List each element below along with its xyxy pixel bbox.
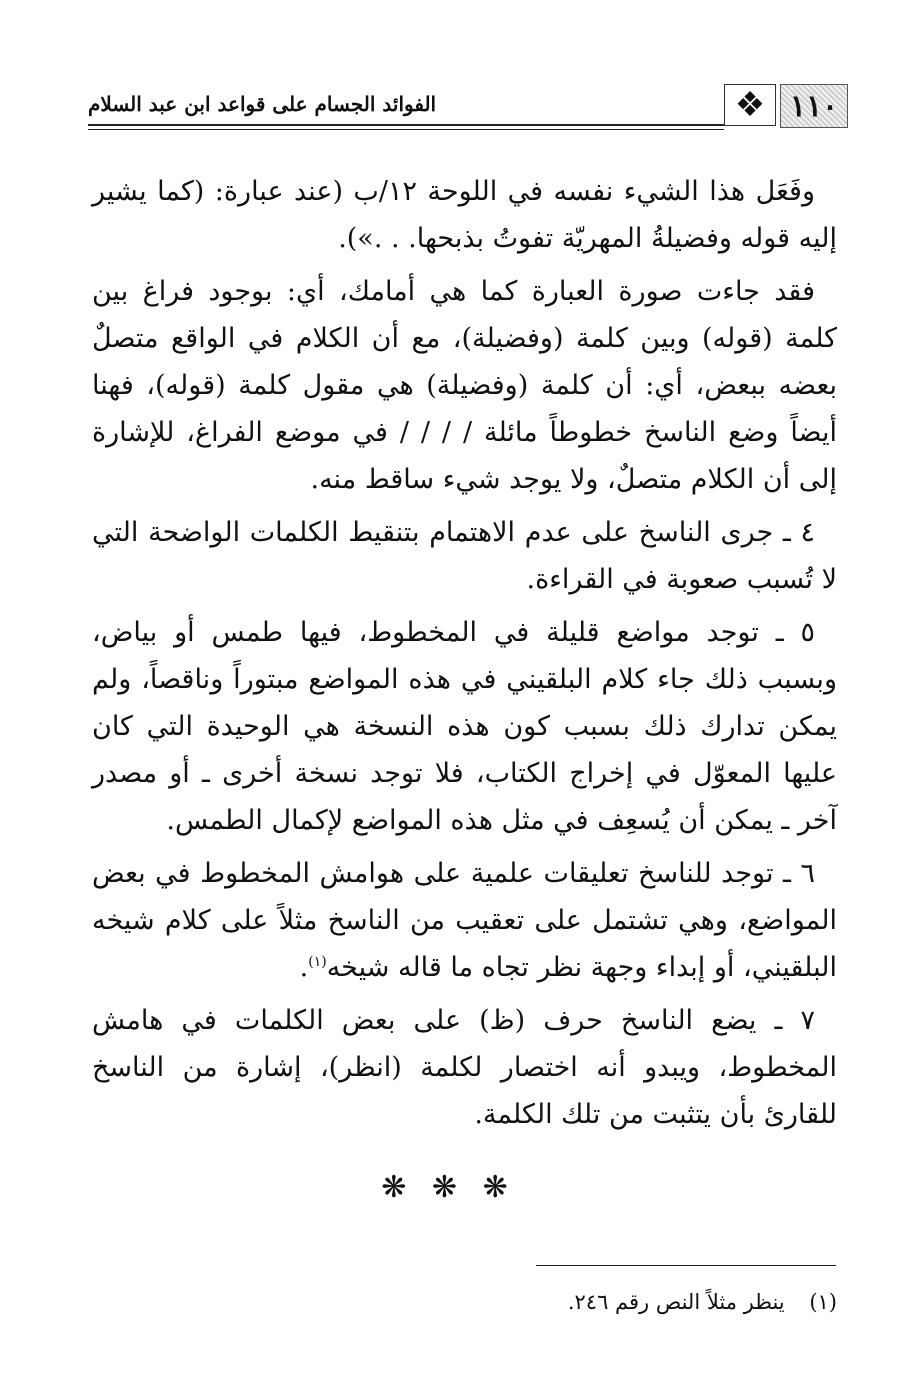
paragraph: ٤ ـ جرى الناسخ على عدم الاهتمام بتنقيط الكلمات الواضحة التي لا تُسبب صعوبة في القراءة. xyxy=(92,517,837,595)
running-header-title: الفوائد الجسام على قواعد ابن عبد السلام xyxy=(88,92,437,116)
section-divider: ❋ ❋ ❋ xyxy=(381,1170,516,1205)
page-header xyxy=(88,84,848,130)
paragraph: وفَعَل هذا الشيء نفسه في اللوحة ١٢/ب (عند عبارة: (كما يشير إليه قوله وفضيلةُ المهريّة تفوتُ بذبحها. . .»). xyxy=(92,176,837,254)
footnote-marker: (١) xyxy=(809,1290,837,1314)
header-rule-thin xyxy=(88,129,724,130)
paragraph-end-mark: . xyxy=(299,952,309,983)
geometric-ornament-icon: ❖ xyxy=(724,84,776,126)
footnote-text: ينظر مثلاً النص رقم ٢٤٦. xyxy=(567,1290,785,1314)
paragraph-text: ٦ ـ توجد للناسخ تعليقات علمية على هوامش المخطوط في بعض المواضع، وهي تشتمل على تعقيب من الناسخ مثلاً على كلام شيخه البلقيني، أو إبداء وجهة نظر تجاه ما قاله شيخه xyxy=(92,858,837,983)
paragraph-with-footnote xyxy=(92,850,837,991)
paragraph: ٧ ـ يضع الناسخ حرف (ظ) على بعض الكلمات في هامش المخطوط، ويبدو أنه اختصار لكلمة (انظر)، إشارة من الناسخ للقارئ بأن يتثبت من تلك الكلمة. xyxy=(92,1005,837,1130)
paragraph: فقد جاءت صورة العبارة كما هي أمامك، أي: بوجود فراغ بين كلمة (قوله) وبين كلمة (وفضيلة)، مع أن الكلام في الواقع متصلٌ بعضه ببعض، أي: أن كلمة (وفضيلة) هي مقول كلمة (قوله)، فهنا أيضاً وضع الناسخ خطوطاً مائلة / / / / في موضع الفراغ، للإشارة إلى أن الكلام متصلٌ، ولا يوجد شيء ساقط منه. xyxy=(92,276,837,495)
footnote-rule xyxy=(536,1265,836,1266)
footnote xyxy=(92,1290,837,1314)
page-number: ١١٠ xyxy=(780,84,848,128)
footnote-reference: (١) xyxy=(308,954,327,970)
header-rule xyxy=(88,124,724,126)
paragraph: ٥ ـ توجد مواضع قليلة في المخطوط، فيها طمس أو بياض، وبسبب ذلك جاء كلام البلقيني في هذه المواضع مبتوراً وناقصاً، ولم يمكن تدارك ذلك بسبب كون هذه النسخة هي الوحيدة التي كان عليها المعوّل في إخراج الكتاب، فلا توجد نسخة أخرى ـ أو مصدر آخر ـ يمكن أن يُسعِف في مثل هذه المواضع لإكمال الطمس. xyxy=(92,617,837,836)
body-text xyxy=(92,168,837,1144)
